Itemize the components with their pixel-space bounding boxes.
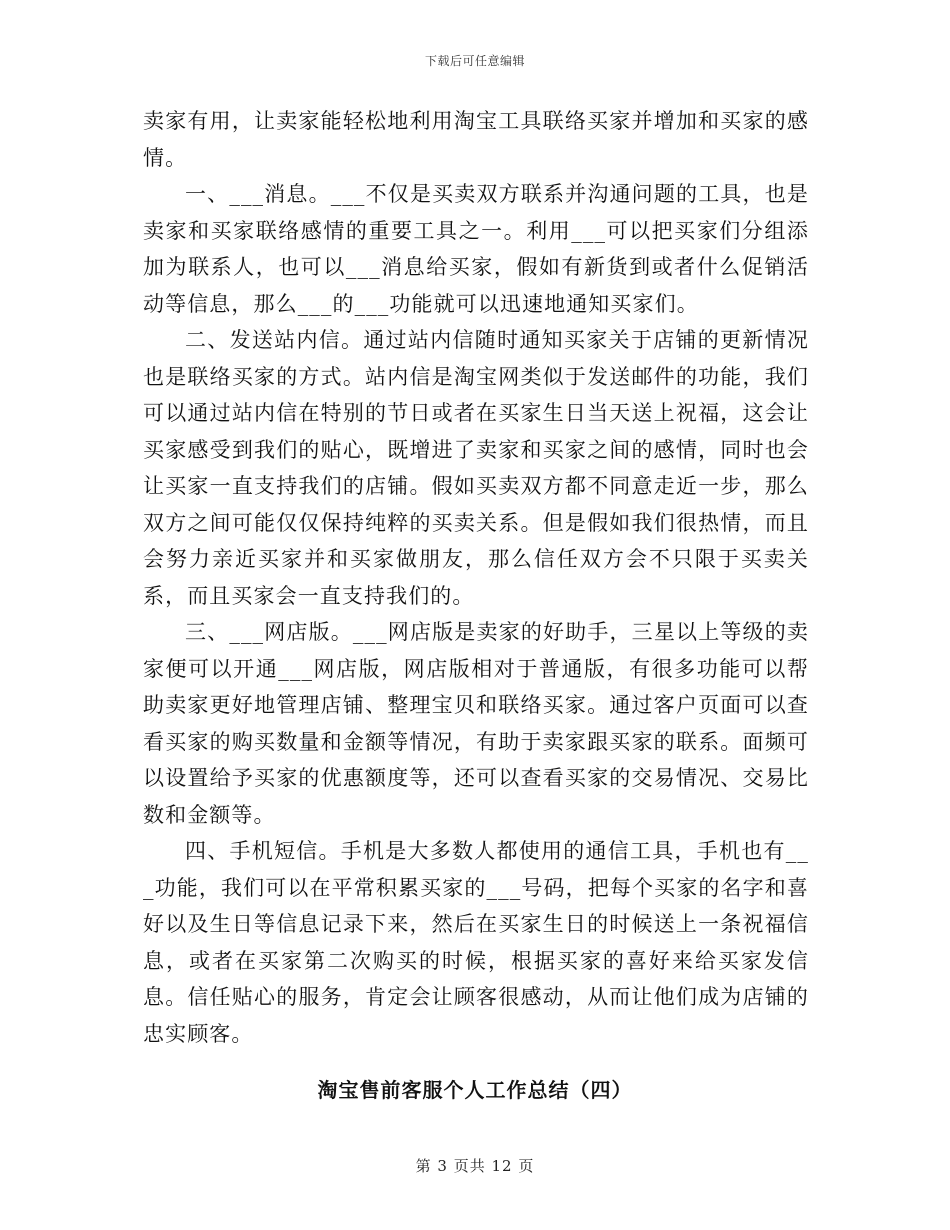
page-header: 下载后可任意编辑: [424, 54, 525, 68]
page-footer: 第 3 页共 12 页: [415, 1157, 535, 1175]
paragraph-item-3: 三、___网店版。___网店版是卖家的好助手，三星以上等级的卖家便可以开通___网店版，网店版相对于普通版，有很多功能可以帮助卖家更好地管理店铺、整理宝贝和联络买家。通过客户页面可以查看买家的购买数量和金额等情况，有助于卖家跟买家的联系。面频可以设置给予买家的优惠额度等，还可以查看买家的交易情况、交易比数和金额等。: [143, 620, 809, 827]
paragraph-item-2: 二、发送站内信。通过站内信随时通知买家关于店铺的更新情况也是联络买家的方式。站内信是淘宝网类似于发送邮件的功能，我们可以通过站内信在特别的节日或者在买家生日当天送上祝福，这会让买家感受到我们的贴心，既增进了卖家和买家之间的感情，同时也会让买家一直支持我们的店铺。假如买卖双方都不同意走近一步，那么双方之间可能仅仅保持纯粹的买卖关系。但是假如我们很热情，而且会努力亲近买家并和买家做朋友，那么信任双方会不只限于买卖关系，而且买家会一直支持我们的。: [143, 328, 809, 608]
paragraph-item-1: 一、___消息。___不仅是买卖双方联系并沟通问题的工具，也是卖家和买家联络感情的重要工具之一。利用___可以把买家们分组添加为联系人，也可以___消息给买家，假如有新货到或者什么促销活动等信息，那么___的___功能就可以迅速地通知买家们。: [143, 182, 809, 316]
document-body: [143, 103, 809, 1052]
paragraph-continuation: 卖家有用，让卖家能轻松地利用淘宝工具联络买家并增加和买家的感情。: [143, 109, 809, 170]
section-title: 淘宝售前客服个人工作总结（四）: [317, 1078, 633, 1102]
paragraph-item-4: 四、手机短信。手机是大多数人都使用的通信工具，手机也有___功能，我们可以在平常积累买家的___号码，把每个买家的名字和喜好以及生日等信息记录下来，然后在买家生日的时候送上一条祝福信息，或者在买家第二次购买的时候，根据买家的喜好来给买家发信息。信任贴心的服务，肯定会让顾客很感动，从而让他们成为店铺的忠实顾客。: [143, 839, 809, 1046]
